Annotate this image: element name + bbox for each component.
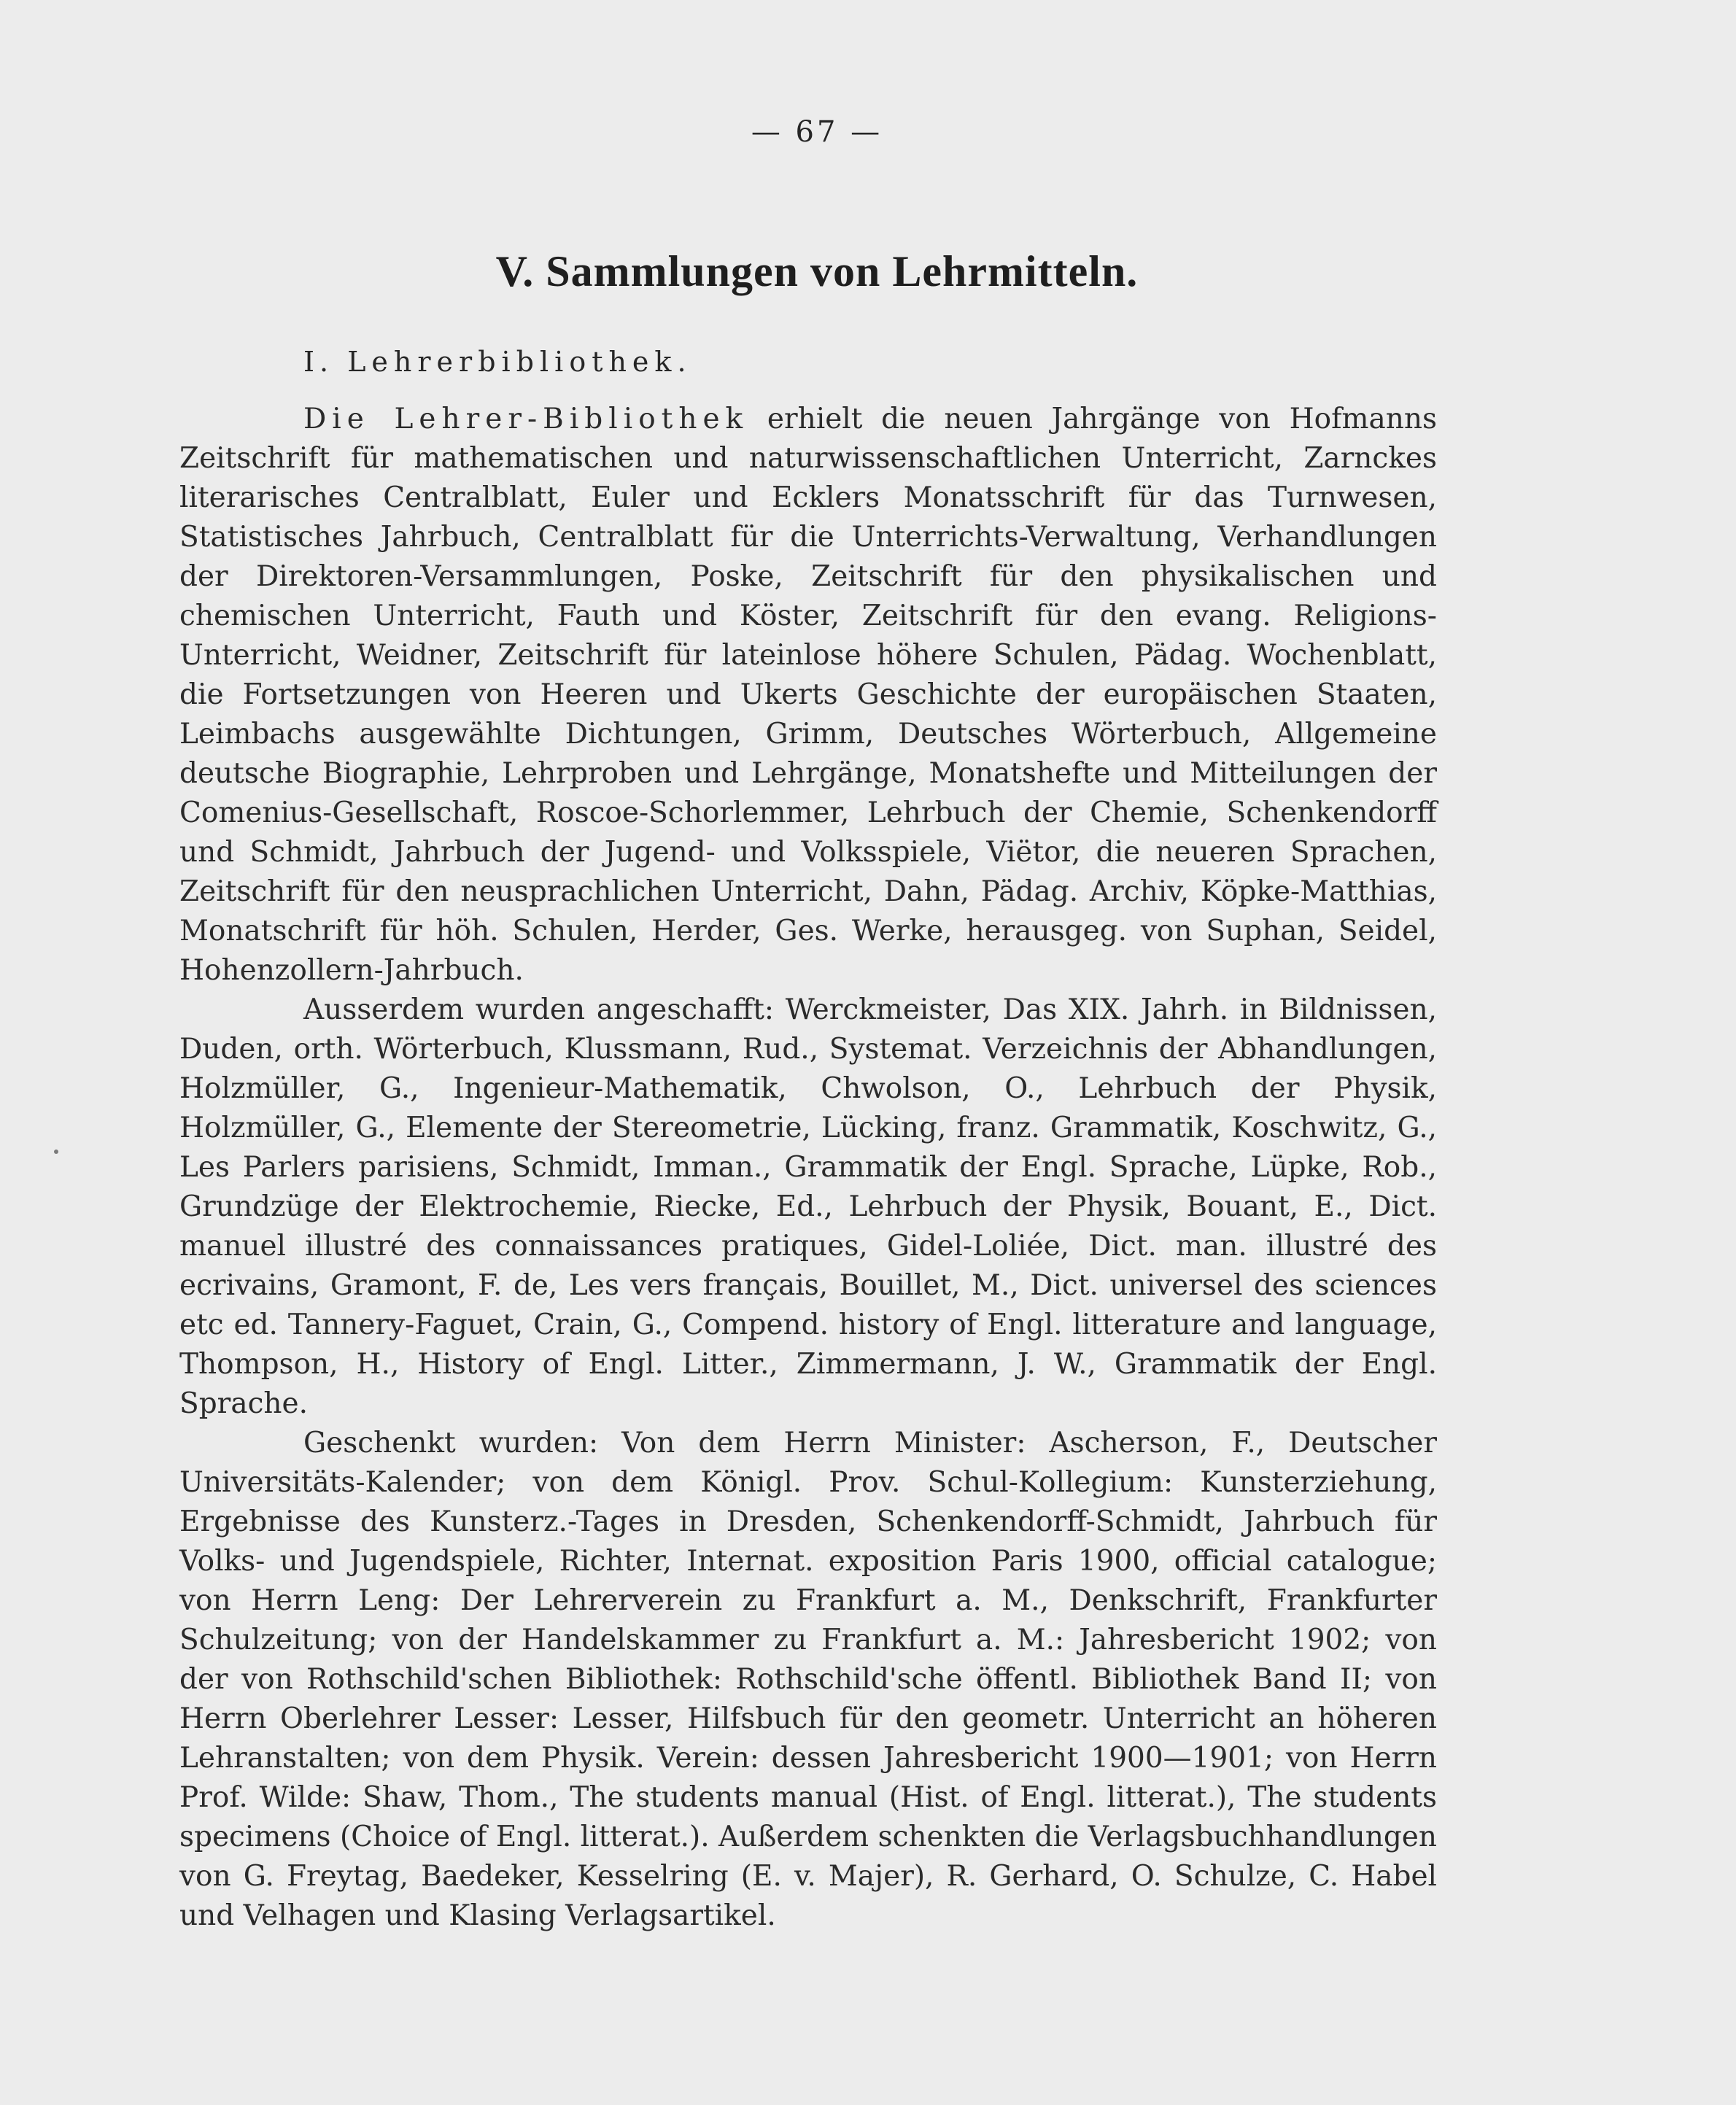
paragraph-library-acquisitions [179, 400, 1437, 991]
page-number: — 67 — [751, 115, 883, 149]
paragraph-lead-emphasis: Die Lehrer-Bibliothek [303, 403, 749, 435]
body-text [179, 400, 1437, 1936]
section-heading [303, 346, 692, 378]
chapter-title: V. Sammlungen von Lehrmitteln. [495, 247, 1139, 295]
paragraph-donations: Geschenkt wurden: Von dem Herrn Minister: Ascherson, F., Deutscher Universitäts-Kalender; von dem Königl. Prov. Schul-Kollegium: Kunsterziehung, Ergebnisse des Kunsterz.-Tages in Dresden, Schenkendorff-Schmidt, Jahrbuch für Volks- und Jugendspiele, Richter, Internat. exposition Paris 1900, official catalogue; von Herrn Leng: Der Lehrerverein zu Frankfurt a. M., Denkschrift, Frankfurter Schulzeitung; von der Handelskammer zu Frankfurt a. M.: Jahresbericht 1902; von der von Rothschild'schen Bibliothek: Rothschild'sche öffentl. Bibliothek Band II; von Herrn Oberlehrer Lesser: Lesser, Hilfsbuch für den geometr. Unterricht an höheren Lehranstalten; von dem Physik. Verein: dessen Jahresbericht 1900—1901; von Herrn Prof. Wilde: Shaw, Thom., The students manual (Hist. of Engl. litterat.), The students specimens (Choice of Engl. litterat.). Außerdem schenkten die Verlagsbuchhandlungen von G. Freytag, Baedeker, Kesselring (E. v. Majer), R. Gerhard, O. Schulze, C. Habel und Velhagen und Klasing Verlagsartikel. [179, 1427, 1437, 1932]
section-number: I. [303, 346, 334, 378]
paragraph-purchases: Ausserdem wurden angeschafft: Werckmeister, Das XIX. Jahrh. in Bildnissen, Duden, orth. Wörterbuch, Klussmann, Rud., Systemat. Verzeichnis der Abhandlungen, Holzmüller, G., Ingenieur-Mathematik, Chwolson, O., Lehrbuch der Physik, Holzmüller, G., Elemente der Stereometrie, Lücking, franz. Grammatik, Koschwitz, G., Les Parlers parisiens, Schmidt, Imman., Grammatik der Engl. Sprache, Lüpke, Rob., Grundzüge der Elektrochemie, Riecke, Ed., Lehrbuch der Physik, Bouant, E., Dict. manuel illustré des connaissances pratiques, Gidel-Loliée, Dict. man. illustré des ecrivains, Gramont, F. de, Les vers français, Bouillet, M., Dict. universel des sciences etc ed. Tannery-Faguet, Crain, G., Compend. history of Engl. litterature and language, Thompson, H., History of Engl. Litter., Zimmermann, J. W., Grammatik der Engl. Sprache. [179, 993, 1437, 1420]
paragraph-body: erhielt die neuen Jahrgänge von Hofmanns Zeitschrift für mathematischen und naturwissenschaftlichen Unterricht, Zarnckes literarisches Centralblatt, Euler und Ecklers Monatsschrift für das Turnwesen, Statistisches Jahrbuch, Centralblatt für die Unterrichts-Verwaltung, Verhandlungen der Direktoren-Versammlungen, Poske, Zeitschrift für den physikalischen und chemischen Unterricht, Fauth und Köster, Zeitschrift für den evang. Religions-Unterricht, Weidner, Zeitschrift für lateinlose höhere Schulen, Pädag. Wochenblatt, die Fortsetzungen von Heeren und Ukerts Geschichte der europäischen Staaten, Leimbachs ausgewählte Dichtungen, Grimm, Deutsches Wörterbuch, Allgemeine deutsche Biographie, Lehrproben und Lehrgänge, Monatshefte und Mitteilungen der Comenius-Gesellschaft, Roscoe-Schorlemmer, Lehrbuch der Chemie, Schenkendorff und Schmidt, Jahrbuch der Jugend- und Volksspiele, Viëtor, die neueren Sprachen, Zeitschrift für den neusprachlichen Unterricht, Dahn, Pädag. Archiv, Köpke-Matthias, Monatschrift für höh. Schulen, Herder, Ges. Werke, herausgeg. von Suphan, Seidel, Hohenzollern-Jahrbuch. [179, 403, 1437, 987]
section-title: Lehrerbibliothek. [347, 346, 692, 378]
margin-speck [54, 1150, 58, 1154]
